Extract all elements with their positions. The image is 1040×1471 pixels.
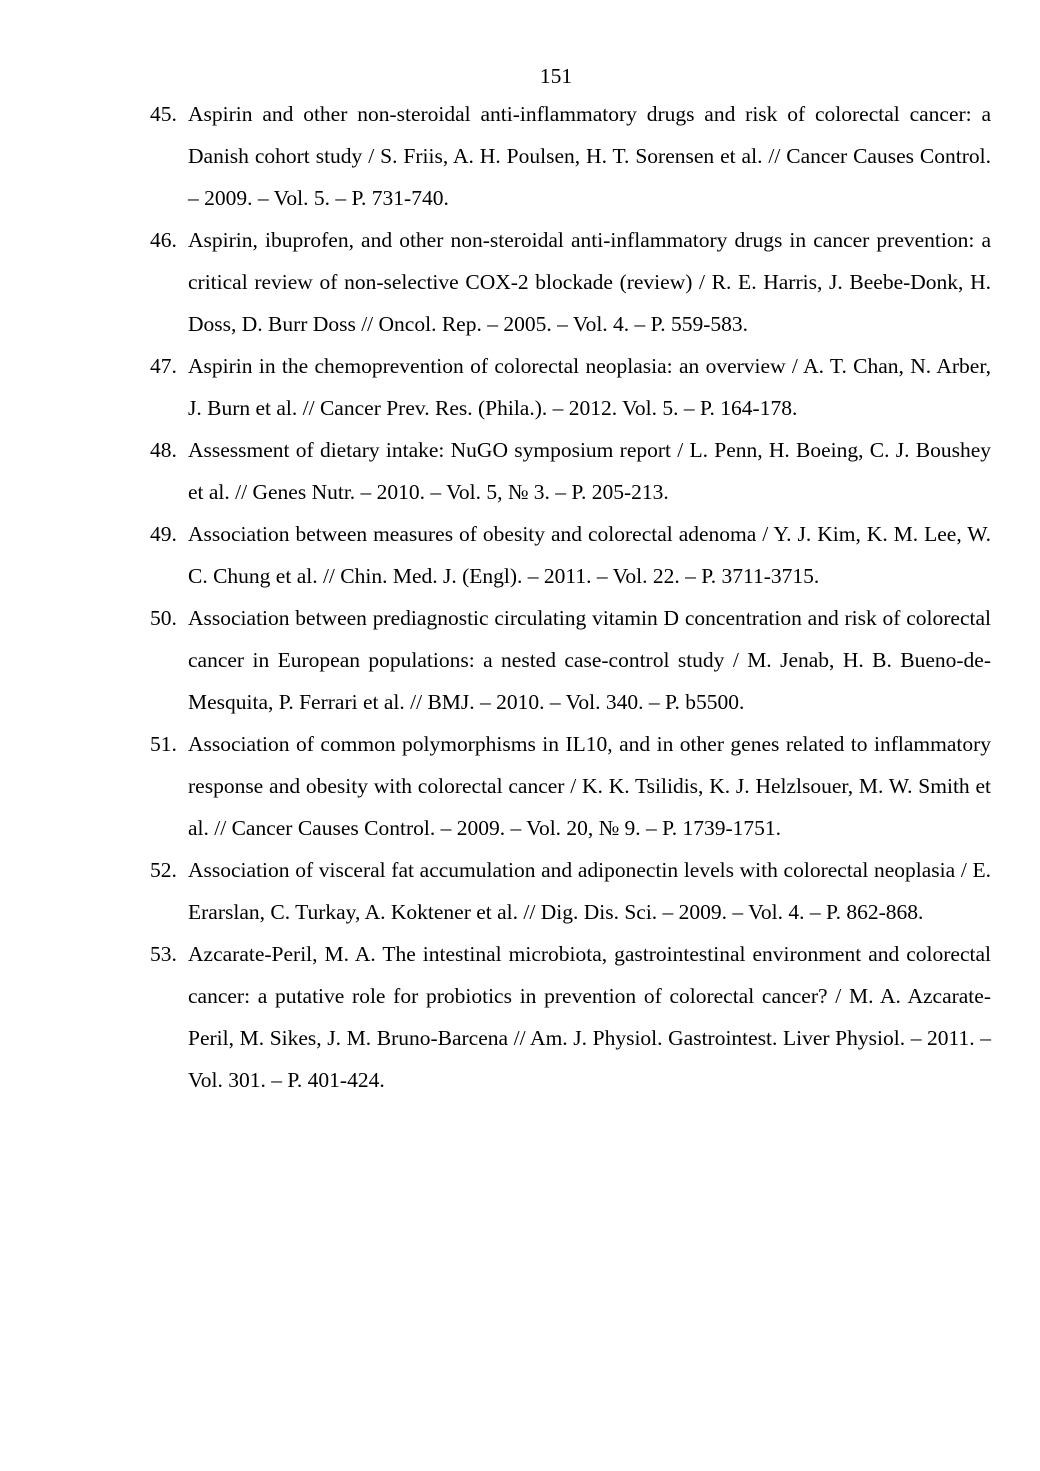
reference-item — [150, 429, 991, 513]
reference-item — [150, 933, 991, 1101]
reference-item — [150, 849, 991, 933]
reference-item — [150, 219, 991, 345]
reference-number: 49. — [150, 522, 177, 546]
reference-item — [150, 345, 991, 429]
reference-text: Aspirin in the chemoprevention of colorectal neoplasia: an overview / A. T. Chan, N. Arber, J. Burn et al. // Cancer Prev. Res. (Phila.). – 2012. Vol. 5. – P. 164-178. — [188, 354, 991, 420]
reference-text: Aspirin, ibuprofen, and other non-steroidal anti-inflammatory drugs in cancer prevention: a critical review of non-selective COX-2 blockade (review) / R. E. Harris, J. Beebe-Donk, H. Doss, D. Burr Doss // Oncol. Rep. – 2005. – Vol. 4. – P. 559-583. — [188, 228, 991, 336]
reference-number: 53. — [150, 942, 177, 966]
reference-item — [150, 513, 991, 597]
reference-list — [150, 93, 991, 1101]
reference-text: Assessment of dietary intake: NuGO symposium report / L. Penn, H. Boeing, C. J. Boushey et al. // Genes Nutr. – 2010. – Vol. 5, № 3. – P. 205-213. — [188, 438, 991, 504]
reference-number: 47. — [150, 354, 177, 378]
reference-item — [150, 93, 991, 219]
reference-text: Association between measures of obesity and colorectal adenoma / Y. J. Kim, K. M. Lee, W. C. Chung et al. // Chin. Med. J. (Engl). – 2011. – Vol. 22. – P. 3711-3715. — [188, 522, 991, 588]
reference-number: 48. — [150, 438, 177, 462]
reference-number: 51. — [150, 732, 177, 756]
reference-text: Aspirin and other non-steroidal anti-inflammatory drugs and risk of colorectal cancer: a Danish cohort study / S. Friis, A. H. Poulsen, H. T. Sorensen et al. // Cancer Causes Control. – 2009. – Vol. 5. – P. 731-740. — [188, 102, 991, 210]
page-number: 151 — [539, 64, 573, 88]
reference-text: Azcarate-Peril, M. A. The intestinal microbiota, gastrointestinal environment and colorectal cancer: a putative role for probiotics in prevention of colorectal cancer? / M. A. Azcarate-Peril, M. Sikes, J. M. Bruno-Barcena // Am. J. Physiol. Gastrointest. Liver Physiol. – 2011. – Vol. 301. – P. 401-424. — [188, 942, 991, 1092]
reference-item — [150, 723, 991, 849]
reference-text: Association of common polymorphisms in IL10, and in other genes related to inflammatory response and obesity with colorectal cancer / K. K. Tsilidis, K. J. Helzlsouer, M. W. Smith et al. // Cancer Causes Control. – 2009. – Vol. 20, № 9. – P. 1739-1751. — [188, 732, 991, 840]
reference-text: Association of visceral fat accumulation and adiponectin levels with colorectal neoplasia / E. Erarslan, C. Turkay, A. Koktener et al. // Dig. Dis. Sci. – 2009. – Vol. 4. – P. 862-868. — [188, 858, 991, 924]
reference-number: 52. — [150, 858, 177, 882]
reference-text: Association between prediagnostic circulating vitamin D concentration and risk of colorectal cancer in European populations: a nested case-control study / M. Jenab, H. B. Bueno-de-Mesquita, P. Ferrari et al. // BMJ. – 2010. – Vol. 340. – P. b5500. — [188, 606, 991, 714]
reference-item — [150, 597, 991, 723]
reference-number: 50. — [150, 606, 177, 630]
reference-number: 46. — [150, 228, 177, 252]
reference-number: 45. — [150, 102, 177, 126]
